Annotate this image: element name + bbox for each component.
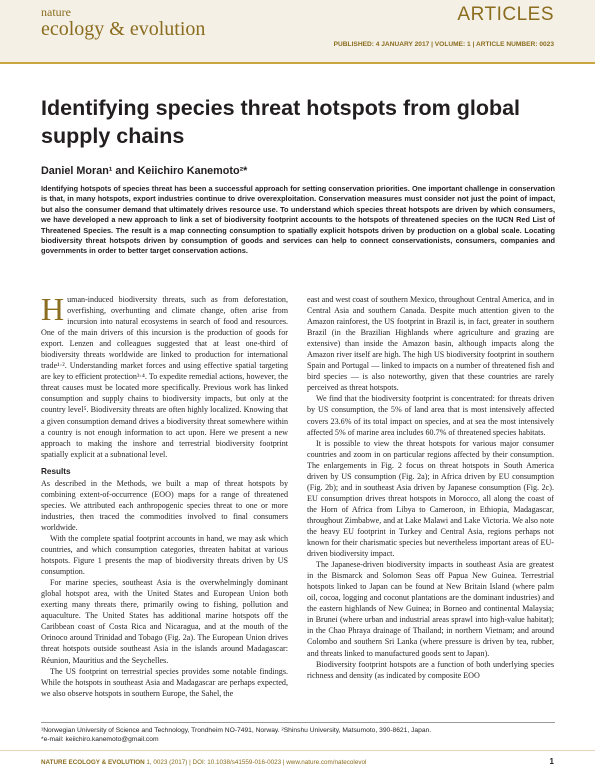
abstract: Identifying hotspots of species threat has been a successful approach for setting conservation priorities. One important challenge in conservation is that, in many hotspots, export industries continue to drive overexploitation. Conservation measures must consider not just the point of impact, but also the consumer demand that ultimately drives resource use. To understand which species threat hotspots are driven by which consumers, we have developed a new approach to link a set of biodiversity footprint accounts to the hotspots of threatened species on the IUCN Red List of Threatened Species. The result is a map connecting consumption to spatially explicit hotspots driven by production on a global scale. Locating biodiversity threat hotspots driven by consumption of goods and services can help to connect conservationists, consumers, companies and governments in order to better target conservation actions. bbox=[41, 184, 555, 256]
paragraph: We find that the biodiversity footprint is concentrated: for threats driven by US consumption, the 5% of land area that is most intensively affected covers 23.6% of its total impact on species, and at sea the most intensively affected 5% of marine area includes 60.7% of threatened species habitats. bbox=[307, 394, 554, 437]
footnote-rule bbox=[41, 722, 555, 723]
paragraph: east and west coast of southern Mexico, throughout Central America, and in Central Asia and southern Canada. Despite much attention given to the Amazon rainforest, the US footprint in Brazil is, in fact, greater in southern Brazil (in the Brazilian Highlands where agriculture and grazing are extensive) than inside the Amazon basin, although impacts along the Amazon river itself are high. The high US biodiversity footprint in southern Spain and Portugal — linked to impacts on a number of threatened fish and bird species — is also noteworthy, given that these countries are rarely perceived as threat hotspots. bbox=[307, 295, 554, 393]
affiliation-line: ¹Norwegian University of Science and Technology, Trondheim NO-7491, Norway. ²Shinshu University, Matsumoto, 390-8621, Japan. bbox=[41, 727, 432, 734]
drop-cap: H bbox=[41, 291, 65, 327]
journal-logo-line1: nature bbox=[41, 5, 71, 19]
page-header bbox=[0, 0, 595, 66]
paragraph: With the complete spatial footprint accounts in hand, we may ask which countries, and which consumption categories, threaten habitat at various hotspots. Figure 1 presents the map of biodiversity threats driven by US consumption. bbox=[41, 533, 288, 577]
paragraph: Biodiversity footprint hotspots are a function of both underlying species richness and density (as indicated by composite EOO bbox=[307, 659, 554, 680]
journal-logo-line2: ecology & evolution bbox=[41, 18, 206, 40]
paragraph: For marine species, southeast Asia is the overwhelmingly dominant global hotspot area, with the United States and European Union both exerting many threats there, primarily owing to fishing, pollution and aquaculture. The United States has additional marine hotspots off the Caribbean coast of Costa Rica and Nicaragua, and at the mouth of the Orinoco around Trinidad and Tobago (Fig. 2a). The European Union drives threat hotspots outside southeast Asia in the islands around Madagascar: Réunion, Mauritius and the Seychelles. bbox=[41, 578, 288, 665]
author-list[interactable]: Daniel Moran¹ and Keiichiro Kanemoto²* bbox=[41, 165, 248, 177]
body-column-right bbox=[307, 294, 554, 681]
section-heading-results: Results bbox=[41, 466, 71, 476]
publication-info: PUBLISHED: 4 JANUARY 2017 | VOLUME: 1 | ARTICLE NUMBER: 0023 bbox=[333, 41, 554, 48]
article-title: Identifying species threat hotspots from global supply chains bbox=[41, 96, 521, 148]
header-rule bbox=[0, 62, 595, 64]
corresponding-email[interactable]: *e-mail: keiichiro.kanemoto@gmail.com bbox=[41, 736, 159, 743]
paragraph: The Japanese-driven biodiversity impacts in southeast Asia are greatest in the Bismarck and Solomon Seas off Papua New Guinea. Terrestrial hotspots linked to Japan can be found at New Britain Island (where palm oil, cocoa, logging and coconut plantations are the dominant industries) and the eastern highlands of New Guinea; in Borneo and continental Malaysia; in Brunei (where urban and industrial areas sprawl into high-value habitat); in the Chao Phraya drainage of Thailand; in northern Vietnam; and around Colombo and southern Sri Lanka (where pressure is driven by tea, rubber, and threats linked to manufactured goods sent to Japan). bbox=[307, 560, 554, 658]
page-number: 1 bbox=[549, 757, 554, 766]
footer-journal-name: NATURE ECOLOGY & EVOLUTION bbox=[41, 759, 145, 766]
footer-rule bbox=[0, 750, 595, 751]
section-label: ARTICLES bbox=[457, 4, 554, 25]
paragraph: As described in the Methods, we built a map of threat hotspots by combining extent-of-occurrence (EOO) maps for a range of threatened species. We attributed each anthropogenic species threat to one or more industries, then traced the commodities involved to final consumers worldwide. bbox=[41, 478, 288, 532]
footer-citation[interactable]: 1, 0023 (2017) | DOI: 10.1038/s41559-016-0023 | www.nature.com/natecolevol bbox=[144, 759, 367, 766]
page-footer bbox=[41, 759, 555, 766]
paragraph: The US footprint on terrestrial species provides some notable findings. While the hotspots in southeast Asia and Madagascar are perhaps expected, we also observe hotspots in southern Europe, the Sahel, the bbox=[41, 666, 288, 698]
paragraph: uman-induced biodiversity threats, such as from deforestation, overfishing, overhunting and climate change, often arise from incursion into natural ecosystems in search of food and resources. One of the main drivers of this incursion is the production of goods for export. Lenzen and colleagues suggested that at least one-third of biodiversity threats worldwide are linked to production for international trade¹·². Understanding market forces and using effective spatial targeting are key to efficient protection³·⁴. To expedite remedial actions, however, the threat causes must be located more specifically. Previous work has linked consumption and supply chains to biodiversity impacts, but only at the country level⁵. Biodiversity threats are often highly localized. Knowing that a given consumption demand drives a biodiversity threat somewhere within a country is not enough information to act upon. Here we present a new approach to making the inshore and terrestrial biodiversity footprint spatially explicit at a subnational level. bbox=[41, 295, 288, 459]
paragraph: It is possible to view the threat hotspots for various major consumer countries and zoom in on particular regions affected by their consumption. The enlargements in Fig. 2 focus on threat hotspots in South America driven by US consumption (Fig. 2a); in Africa driven by EU consumption (Fig. 2b); and in southeast Asia driven by Japanese consumption (Fig. 2c). EU consumption drives threat hotspots in Morocco, all along the coast of the Horn of Africa from Libya to Cameroon, in Ethiopia, Madagascar, throughout Zimbabwe, and at Lake Malawi and Lake Victoria. We also note the heavy EU footprint in Turkey and Central Asia, regions perhaps not known for their charismatic species but nevertheless important areas of EU-driven biodiversity impact. bbox=[307, 438, 554, 559]
body-column-left bbox=[41, 291, 288, 699]
affiliations bbox=[41, 726, 555, 744]
journal-logo[interactable] bbox=[41, 6, 205, 39]
